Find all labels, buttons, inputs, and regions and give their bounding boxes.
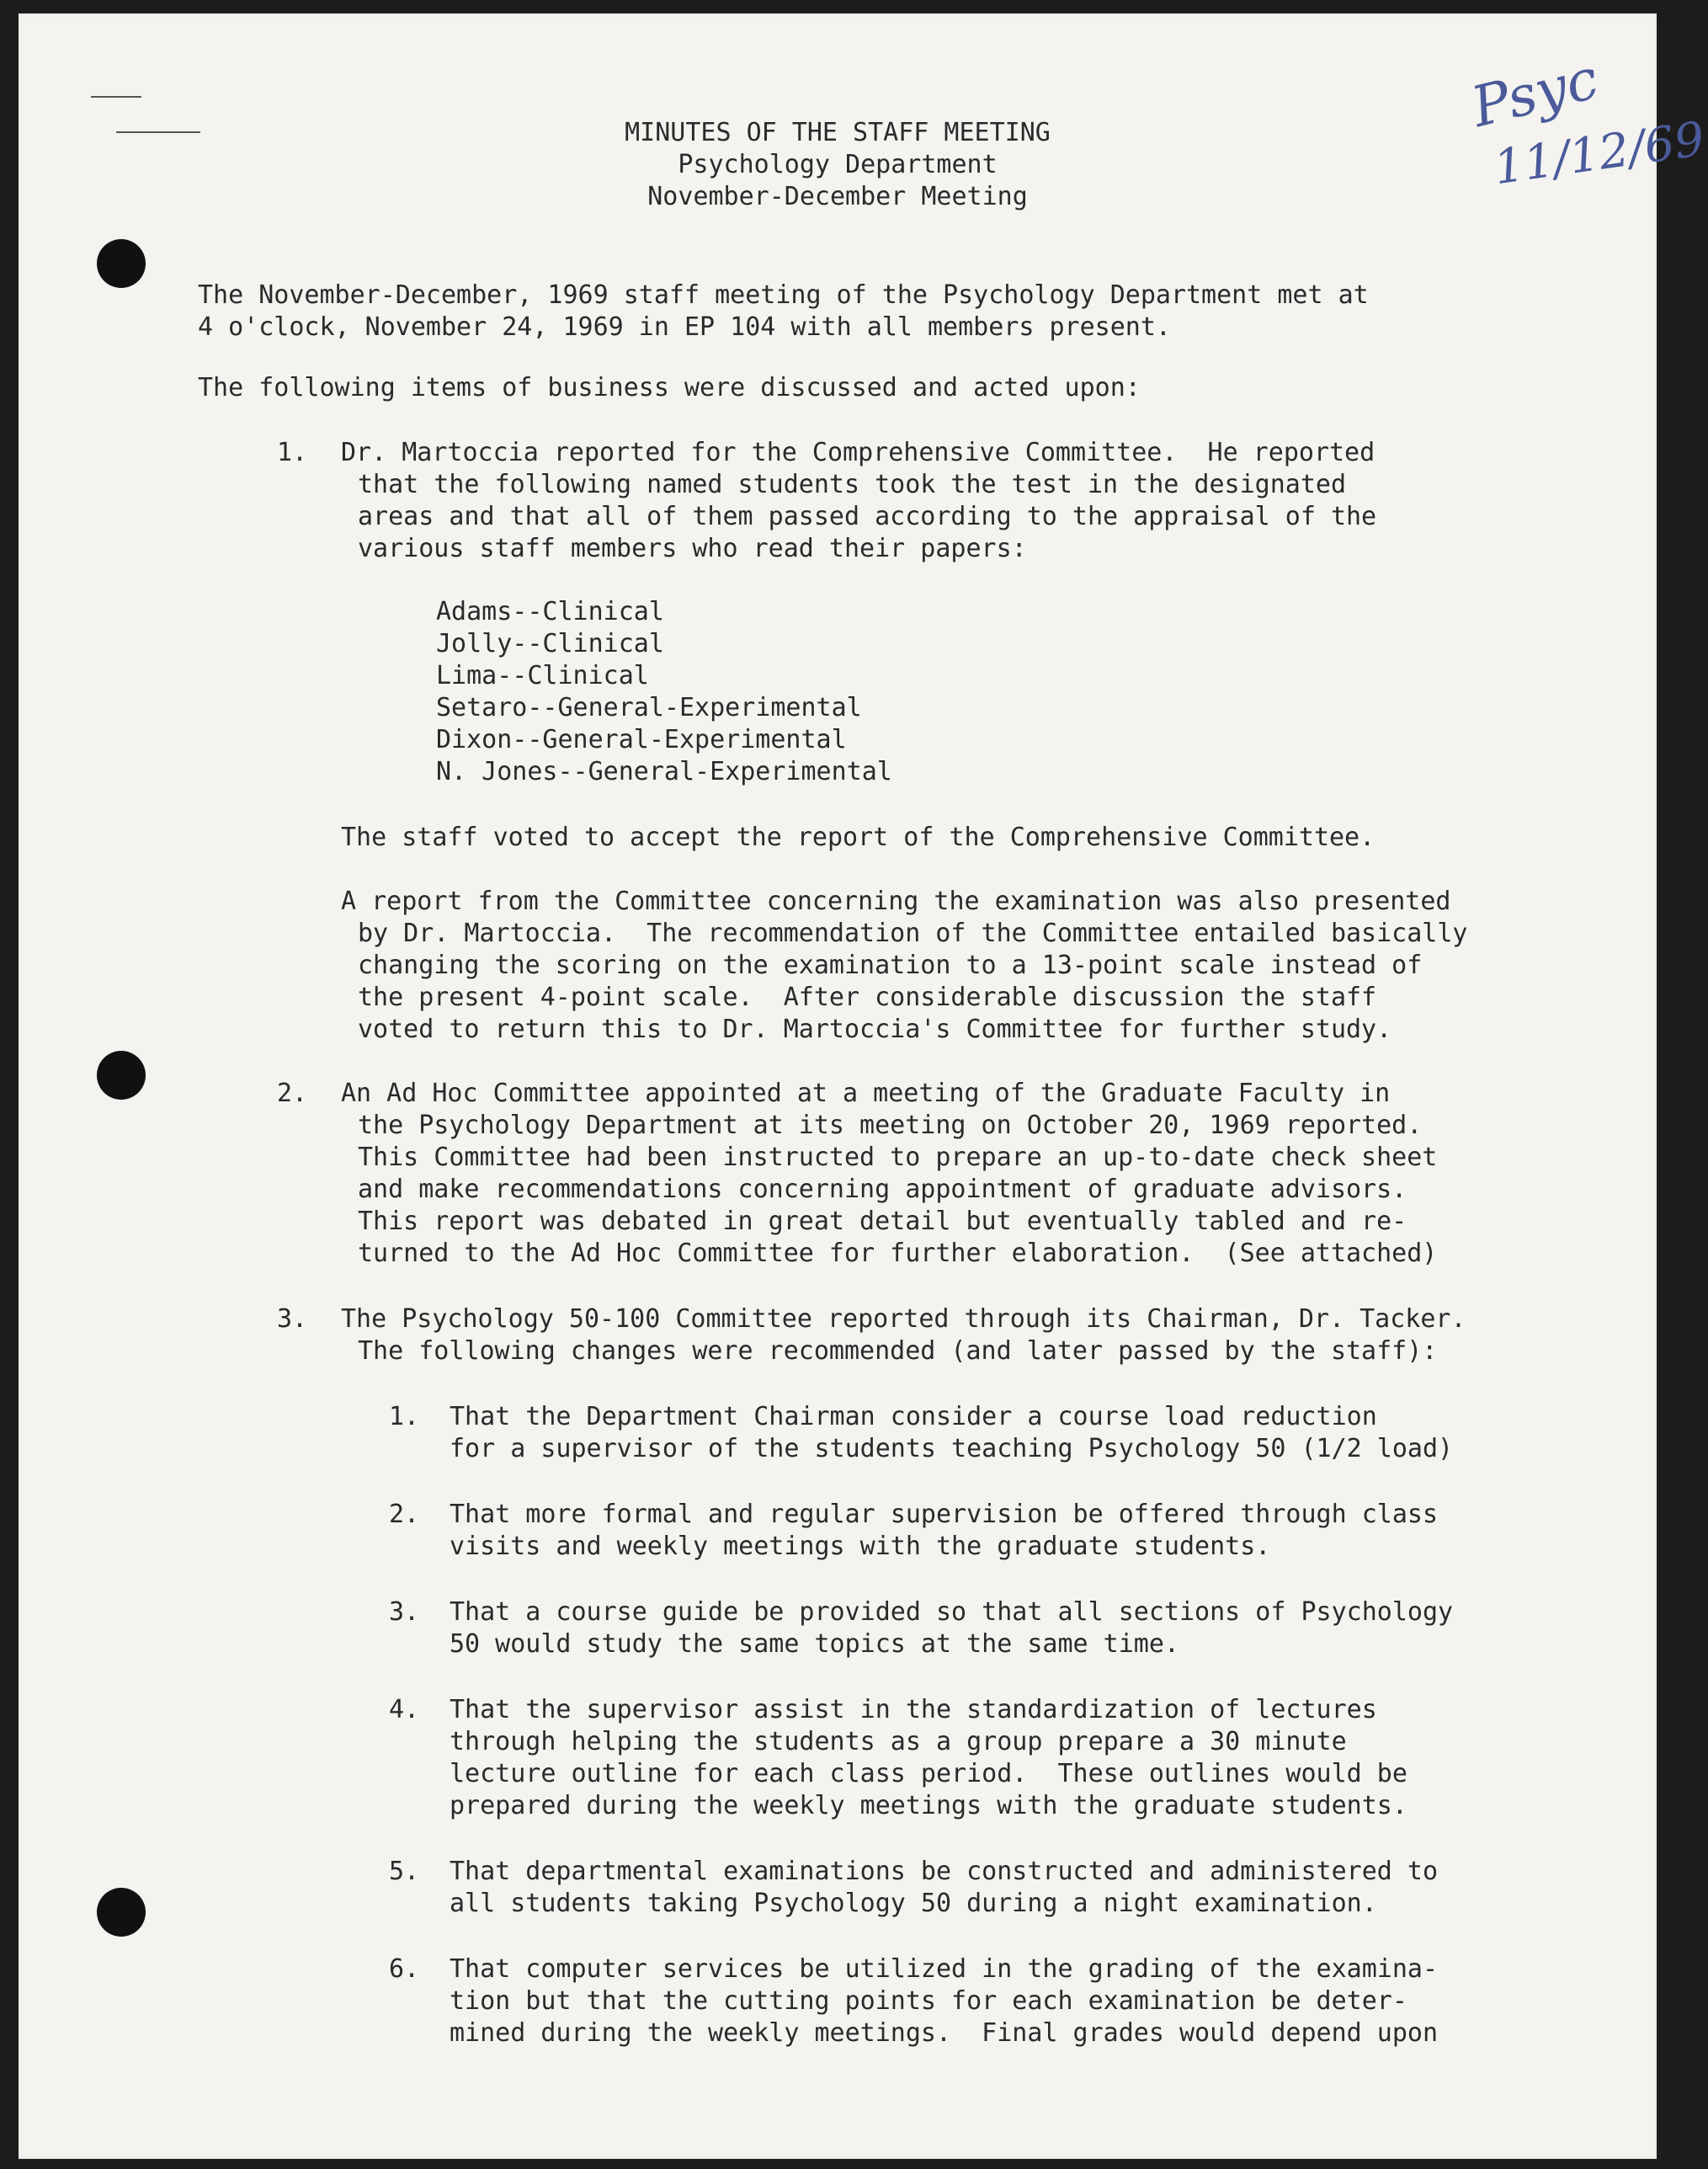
handwritten-annotation-word: Psyc — [1465, 45, 1604, 141]
document-page — [19, 13, 1708, 2159]
item-line: The Psychology 50-100 Committee reported through its Chairman, Dr. Tacker. — [341, 1304, 1466, 1334]
item-line: The following changes were recommended (and later passed by the staff): — [358, 1336, 1438, 1366]
department-name: Psychology Department — [678, 150, 998, 179]
subitem-number: 4. — [389, 1695, 420, 1724]
margin-mark — [91, 96, 141, 98]
report-line: voted to return this to Dr. Martoccia's Committee for further study. — [358, 1015, 1392, 1044]
punch-hole — [97, 1888, 146, 1937]
vote-statement: The staff voted to accept the report of the Comprehensive Committee. — [341, 823, 1375, 852]
subitem-line: prepared during the weekly meetings with the graduate students. — [450, 1791, 1407, 1820]
student-entry: Adams--Clinical — [436, 597, 664, 626]
student-entry: N. Jones--General-Experimental — [436, 757, 892, 786]
item-line: the Psychology Department at its meeting on October 20, 1969 reported. — [358, 1111, 1423, 1140]
subitem-number: 1. — [389, 1402, 420, 1431]
handwritten-annotation-date: 11/12/69 — [1490, 111, 1708, 196]
subitem-number: 3. — [389, 1597, 420, 1627]
report-line: changing the scoring on the examination to a 13-point scale instead of — [358, 951, 1423, 980]
subitem-line: tion but that the cutting points for each examination be deter- — [450, 1986, 1407, 2016]
item-line: various staff members who read their papers: — [358, 534, 1027, 563]
item-line: turned to the Ad Hoc Committee for further elaboration. (See attached) — [358, 1239, 1438, 1268]
item-line: that the following named students took the test in the designated — [358, 470, 1346, 499]
subitem-line: mined during the weekly meetings. Final grades would depend upon — [450, 2018, 1438, 2048]
student-entry: Lima--Clinical — [436, 661, 649, 690]
intro-line: The November-December, 1969 staff meeting of the Psychology Department met at — [198, 280, 1369, 310]
subitem-line: all students taking Psychology 50 during a night examination. — [450, 1889, 1377, 1918]
subitem-line: through helping the students as a group prepare a 30 minute — [450, 1727, 1347, 1756]
subitem-number: 5. — [389, 1857, 420, 1886]
item-line: An Ad Hoc Committee appointed at a meeting of the Graduate Faculty in — [341, 1079, 1391, 1108]
subitem-line: That departmental examinations be constructed and administered to — [450, 1857, 1438, 1886]
report-line: the present 4-point scale. After considerable discussion the staff — [358, 983, 1377, 1012]
intro-line: 4 o'clock, November 24, 1969 in EP 104 with all members present. — [198, 312, 1171, 342]
student-entry: Dixon--General-Experimental — [436, 725, 847, 754]
punch-hole — [97, 1051, 146, 1100]
report-line: A report from the Committee concerning the examination was also presented — [341, 887, 1451, 916]
meeting-name: November-December Meeting — [647, 182, 1028, 211]
subitem-line: That the Department Chairman consider a course load reduction — [450, 1402, 1377, 1431]
subitem-line: lecture outline for each class period. These outlines would be — [450, 1759, 1407, 1788]
item-line: This report was debated in great detail but eventually tabled and re- — [358, 1207, 1407, 1236]
item-line: and make recommendations concerning appointment of graduate advisors. — [358, 1175, 1407, 1204]
punch-hole — [97, 239, 146, 288]
subitem-line: That more formal and regular supervision be offered through class — [450, 1500, 1438, 1529]
student-entry: Jolly--Clinical — [436, 629, 664, 658]
item-number: 3. — [277, 1304, 308, 1334]
subitem-line: for a supervisor of the students teaching Psychology 50 (1/2 load) — [450, 1434, 1454, 1463]
subitem-line: 50 would study the same topics at the same time. — [450, 1629, 1179, 1659]
subitem-line: That a course guide be provided so that all sections of Psychology — [450, 1597, 1454, 1627]
subitem-line: That the supervisor assist in the standardization of lectures — [450, 1695, 1377, 1724]
subitem-line: That computer services be utilized in the grading of the examina- — [450, 1954, 1438, 1984]
student-entry: Setaro--General-Experimental — [436, 693, 862, 722]
item-number: 1. — [277, 438, 308, 467]
business-intro: The following items of business were discussed and acted upon: — [198, 373, 1141, 402]
report-line: by Dr. Martoccia. The recommendation of the Committee entailed basically — [358, 919, 1468, 948]
item-number: 2. — [277, 1079, 308, 1108]
subitem-number: 6. — [389, 1954, 420, 1984]
item-line: areas and that all of them passed according to the appraisal of the — [358, 502, 1377, 531]
item-line: Dr. Martoccia reported for the Comprehensive Committee. He reported — [341, 438, 1375, 467]
document-title: MINUTES OF THE STAFF MEETING — [625, 118, 1051, 147]
subitem-number: 2. — [389, 1500, 420, 1529]
subitem-line: visits and weekly meetings with the graduate students. — [450, 1532, 1271, 1561]
item-line: This Committee had been instructed to prepare an up-to-date check sheet — [358, 1143, 1438, 1172]
